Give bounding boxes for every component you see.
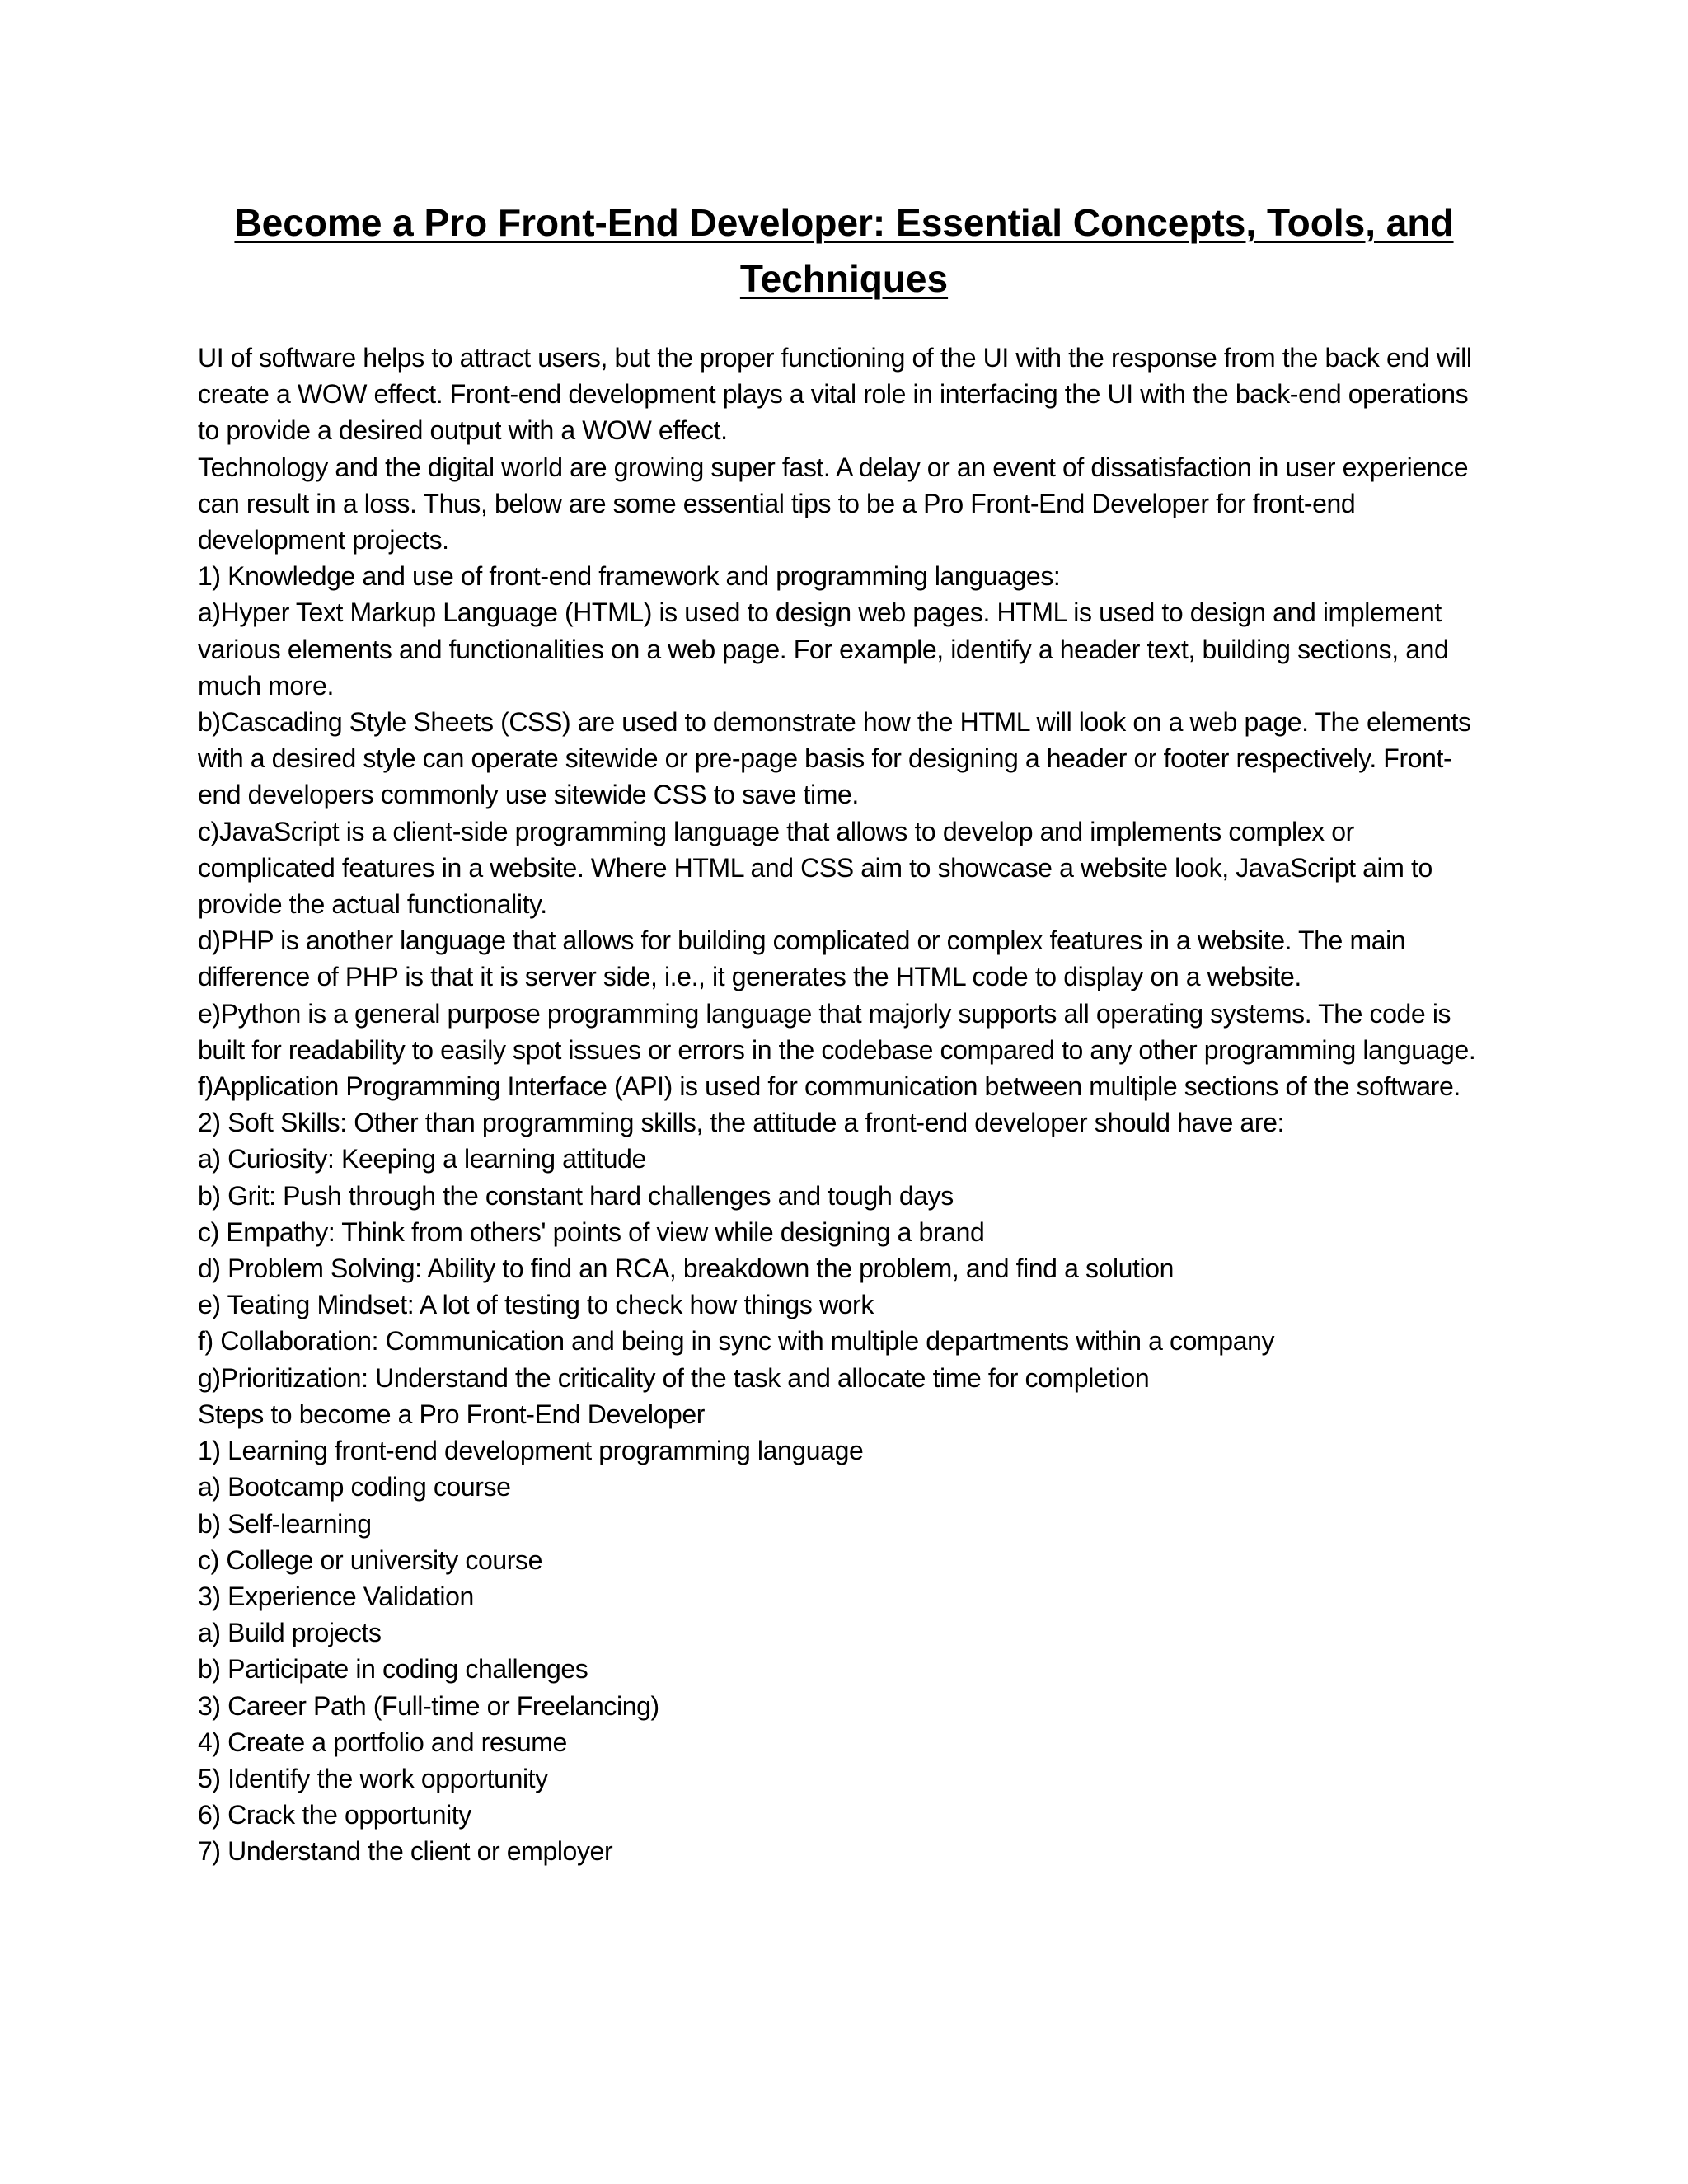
list-item: f)Application Programming Interface (API) is used for communication between multiple sections of the software. (198, 1071, 1461, 1102)
paragraph-technology: Technology and the digital world are growing super fast. A delay or an event of dissatisfaction in user experience can result in a loss. Thus, below are some essential tips to be a Pro Front-End Developer for front-end development projects. (198, 452, 1469, 555)
list-item: e) Teating Mindset: A lot of testing to check how things work (198, 1290, 874, 1320)
list-item: 4) Create a portfolio and resume (198, 1727, 567, 1757)
list-item: 5) Identify the work opportunity (198, 1763, 548, 1793)
list-item: a) Bootcamp coding course (198, 1472, 511, 1502)
list-item: b) Self-learning (198, 1508, 372, 1539)
list-item: 7) Understand the client or employer (198, 1836, 613, 1867)
list-item: a) Curiosity: Keeping a learning attitude (198, 1144, 646, 1174)
list-item: g)Prioritization: Understand the criticality of the task and allocate time for completion (198, 1362, 1150, 1393)
list-item: e)Python is a general purpose programming language that majorly supports all operating systems. The code is built for readability to easily spot issues or errors in the codebase compared to any other programming language. (198, 998, 1476, 1065)
list-item: c) Empathy: Think from others' points of view while designing a brand (198, 1216, 985, 1247)
list-item: b) Participate in coding challenges (198, 1654, 588, 1685)
list-item: a) Build projects (198, 1618, 382, 1648)
list-item: f) Collaboration: Communication and being in sync with multiple departments within a company (198, 1326, 1275, 1357)
section-heading: Steps to become a Pro Front-End Developer (198, 1399, 706, 1429)
list-item: 3) Experience Validation (198, 1581, 474, 1611)
list-item: d) Problem Solving: Ability to find an RCA, breakdown the problem, and find a solution (198, 1254, 1175, 1284)
list-item: 1) Learning front-end development programming language (198, 1436, 864, 1466)
list-item: c) College or university course (198, 1544, 542, 1575)
document-title (198, 194, 1490, 307)
document-body (198, 340, 1484, 1870)
list-item: 3) Career Path (Full-time or Freelancing) (198, 1690, 659, 1721)
list-item: b) Grit: Push through the constant hard challenges and tough days (198, 1180, 954, 1211)
list-item: 2) Soft Skills: Other than programming skills, the attitude a front-end developer should have are: (198, 1108, 1284, 1138)
list-item: d)PHP is another language that allows for building complicated or complex features in a website. The main difference of PHP is that it is server side, i.e., it generates the HTML code to display on a website. (198, 926, 1406, 992)
list-item: a)Hyper Text Markup Language (HTML) is used to design web pages. HTML is used to design and implement various elements and functionalities on a web page. For example, identify a header text, building sections, and much more. (198, 598, 1449, 701)
list-item: b)Cascading Style Sheets (CSS) are used to demonstrate how the HTML will look on a web page. The elements with a desired style can operate sitewide or pre-page basis for designing a header or footer respectively. Front-end developers commonly use sitewide CSS to save time. (198, 707, 1471, 810)
list-item: c)JavaScript is a client-side programming language that allows to develop and implements complex or complicated features in a website. Where HTML and CSS aim to showcase a website look, JavaScript aim to provide the actual functionality. (198, 816, 1432, 920)
document-title-text: Become a Pro Front-End Developer: Essential Concepts, Tools, and Techniques (234, 201, 1454, 300)
paragraph-intro: UI of software helps to attract users, but the proper functioning of the UI with the response from the back end will create a WOW effect. Front-end development plays a vital role in interfacing the UI with the back-end operations to provide a desired output with a WOW effect. (198, 343, 1472, 446)
list-item: 6) Crack the opportunity (198, 1800, 471, 1830)
list-item: 1) Knowledge and use of front-end framework and programming languages: (198, 561, 1061, 592)
